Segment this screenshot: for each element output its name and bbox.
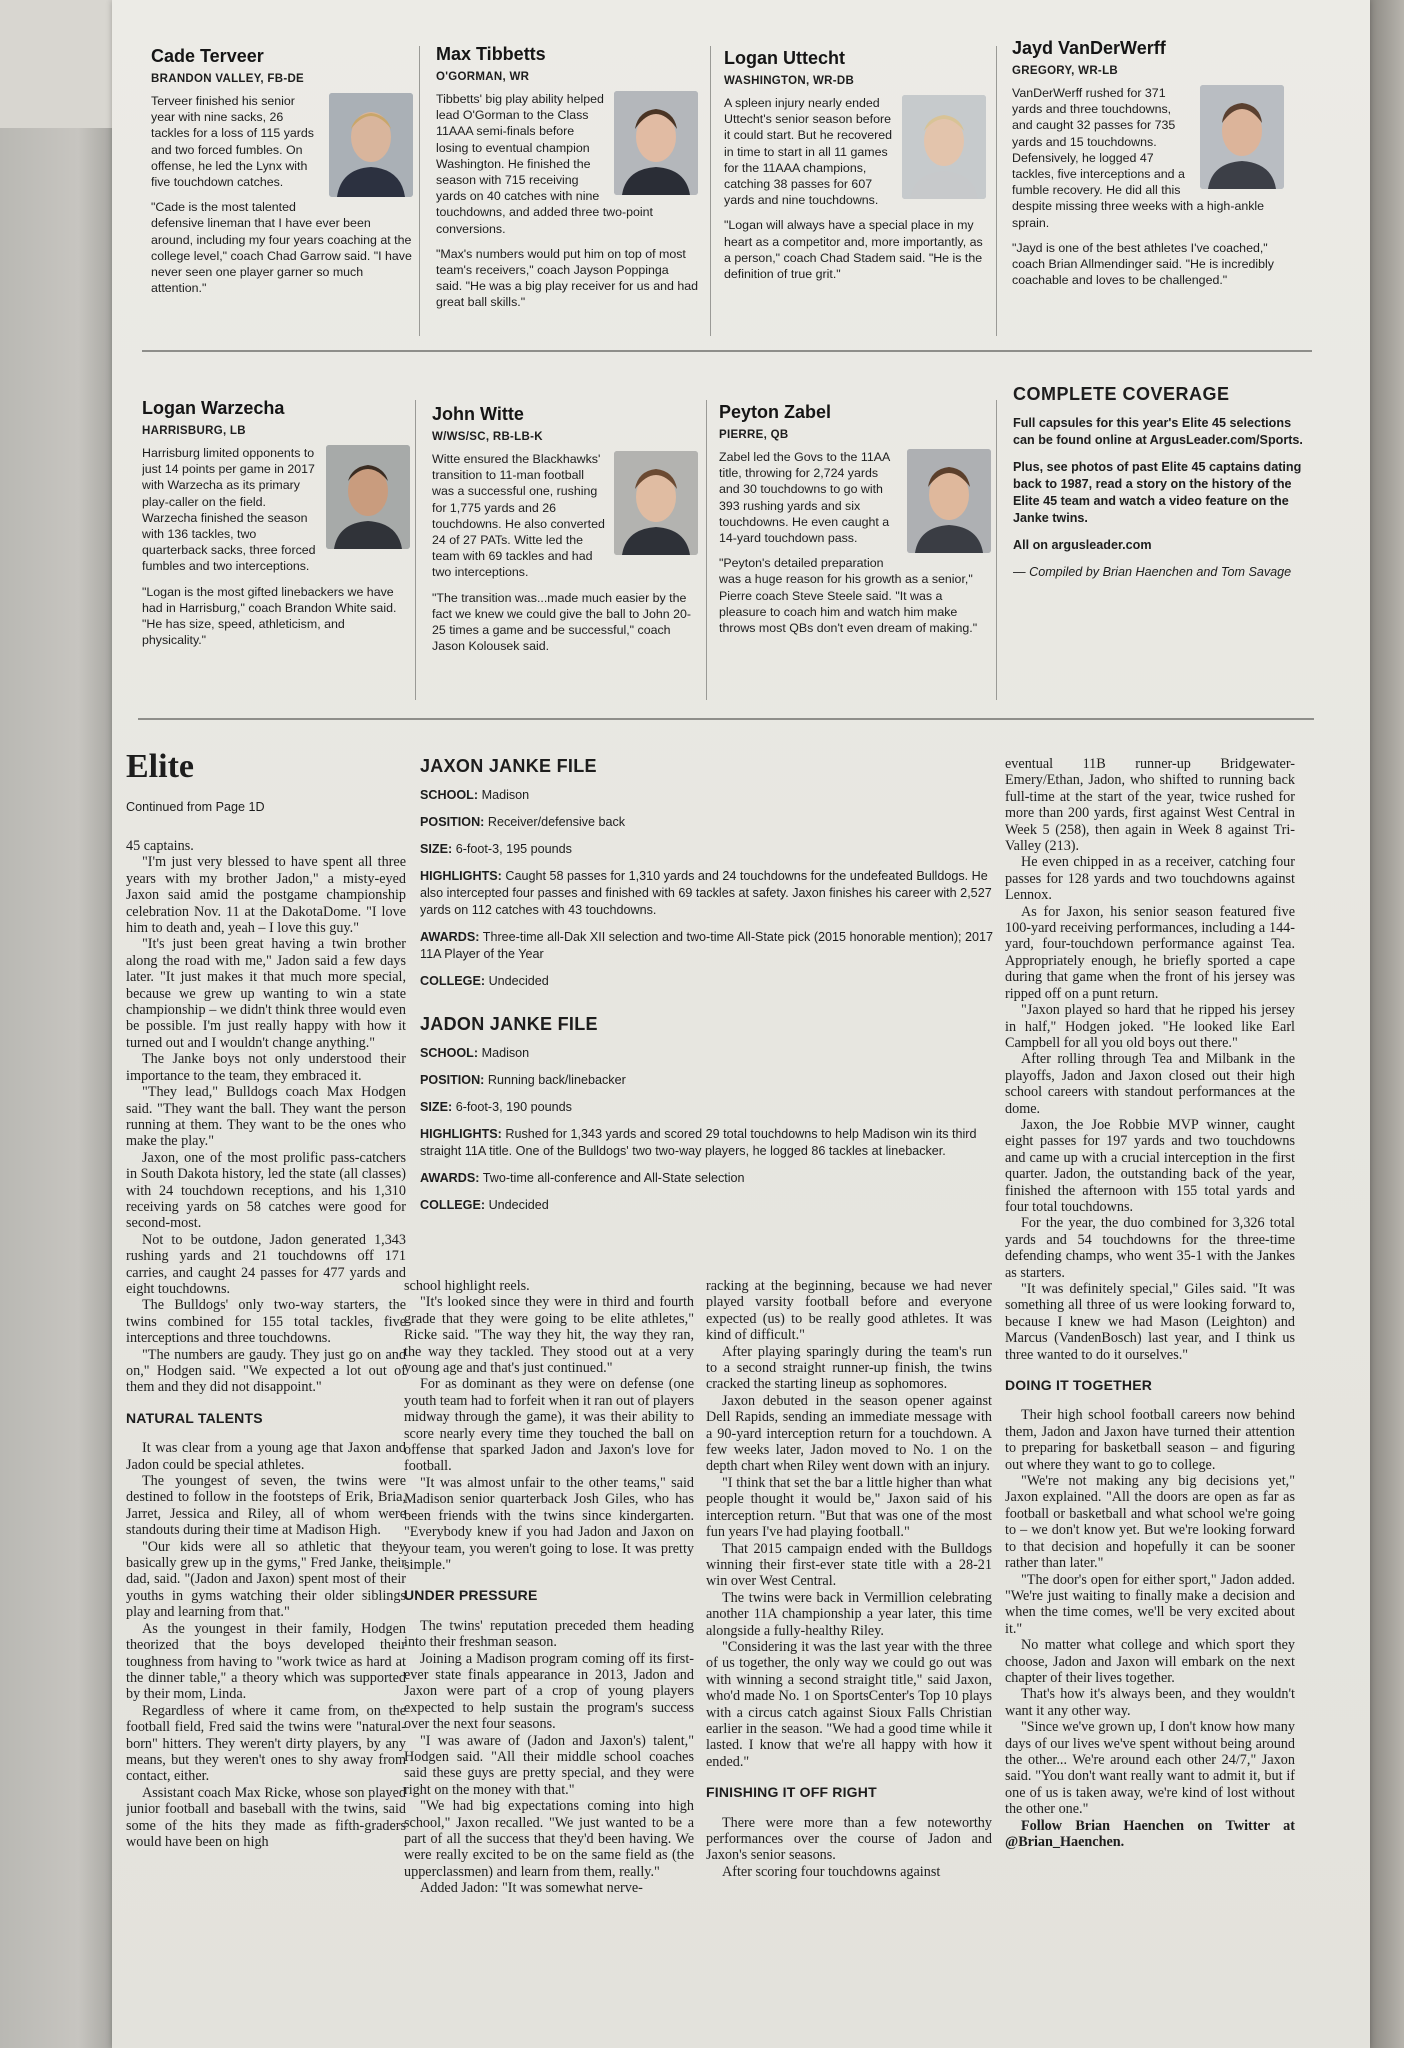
file-awards: AWARDS: Two-time all-conference and All-State selection bbox=[420, 1171, 745, 1185]
paragraph: 45 captains. bbox=[126, 838, 194, 854]
player-capsule-uttecht bbox=[724, 48, 986, 348]
paragraph: For as dominant as they were on defense (one youth team had to forfeit when it ran out of players midway through the game), it was their ability to score nearly every time they touched the ball on offense that sparked Jadon and Jaxon's love for football. bbox=[404, 1376, 694, 1475]
player-capsule-tibbetts bbox=[436, 44, 698, 344]
player-school: W/WS/SC, RB-LB-K bbox=[432, 431, 543, 443]
paragraph: "We had big expectations coming into high school," Jaxon recalled. "We just wanted to be a part of all the success that they'd been having. We were really excited to be on the same field as (the upperclassmen) and learn from them, really." bbox=[404, 1798, 694, 1880]
paragraph: Not to be outdone, Jadon generated 1,343 rushing yards and 21 touchdowns off 171 carries, and caught 24 passes for 477 yards and eight touchdowns. bbox=[126, 1231, 406, 1297]
coach-quote: "The transition was...made much easier by the fact we knew we could give the ball to John 20-25 times a game and be successful," coach Jason Kolousek said. bbox=[432, 590, 691, 654]
section-rule bbox=[142, 350, 1312, 352]
player-school: PIERRE, QB bbox=[719, 429, 789, 441]
file-highlights: HIGHLIGHTS: Rushed for 1,343 yards and scored 29 total touchdowns to help Madison win its third straight 11A title. One of the Bulldogs' two two-way players, he logged 86 tackles at linebacker. bbox=[420, 1127, 977, 1158]
player-capsule-witte bbox=[432, 404, 698, 704]
paragraph: racking at the beginning, because we had never played varsity football before and everyone expected (us) to be really good athletes. It was kind of difficult." bbox=[706, 1278, 992, 1344]
player-name: Peyton Zabel bbox=[719, 402, 832, 422]
paragraph: "Considering it was the last year with the three of us together, the only way we could go out was with winning a second straight title," said Jaxon, who'd made No. 1 on SportsCenter's Top 10 plays with a circus catch against Sioux Falls Christian earlier in the season. "We had a good time while it lasted. I know that we're all happy with how it ended." bbox=[706, 1638, 992, 1770]
paragraph: There were more than a few noteworthy performances over the course of Jadon and Jaxon's senior seasons. bbox=[706, 1814, 992, 1864]
paragraph: That 2015 campaign ended with the Bulldogs winning their first-ever state title with a 28-21 win over West Central. bbox=[706, 1540, 992, 1590]
column-divider bbox=[996, 400, 997, 700]
player-capsule-zabel bbox=[719, 402, 991, 702]
paragraph: "It was almost unfair to the other teams," said Madison senior quarterback Josh Giles, who has been friends with the twins since kindergarten. "Everybody knew if you had Jadon and Jaxon on your team, you weren't going to lose. It was pretty simple." bbox=[404, 1474, 694, 1573]
player-capsule-terveer bbox=[151, 46, 413, 346]
paragraph: After playing sparingly during the team's run to a second straight runner-up finish, the twins cracked the starting lineup as sophomores. bbox=[706, 1343, 992, 1393]
paragraph: "Our kids were all so athletic that they basically grew up in the gyms," Fred Janke, their dad, said. "(Jadon and Jaxon) spent most of their youths in gyms watching their older siblings play and learning from that." bbox=[126, 1538, 406, 1621]
paragraph: "The numbers are gaudy. They just go on and on," Hodgen said. "We expected a lot out of them and they did not disappoint." bbox=[126, 1346, 406, 1396]
story-column-4 bbox=[1005, 756, 1295, 2048]
paragraph: The twins were back in Vermillion celebrating another 11A championship a year later, this time alongside a fully-healthy Riley. bbox=[706, 1589, 992, 1639]
file-heading: JADON JANKE FILE bbox=[420, 1014, 598, 1034]
coach-quote: "Logan is the most gifted linebackers we have had in Harrisburg," coach Brandon White said. "He has size, speed, athleticism, and physicality." bbox=[142, 584, 397, 648]
complete-coverage-box bbox=[1013, 384, 1303, 644]
paragraph: Jaxon, one of the most prolific pass-catchers in South Dakota history, led the state (all classes) with 24 touchdown receptions, and his 1,310 receiving yards on 58 catches were good for second-most. bbox=[126, 1149, 406, 1232]
player-name: Jayd VanDerWerff bbox=[1012, 38, 1166, 58]
paragraph: He even chipped in as a receiver, catching four passes for 128 yards and two touchdowns against Lennox. bbox=[1005, 854, 1295, 904]
column-divider bbox=[996, 46, 997, 336]
paragraph: Their high school football careers now behind them, Jadon and Jaxon have turned their attention to preparing for basketball season – and figuring out where they want to go to college. bbox=[1005, 1407, 1295, 1473]
column-divider bbox=[706, 400, 707, 700]
column-divider bbox=[419, 46, 420, 336]
paragraph: "I was aware of (Jadon and Jaxon's) talent," Hodgen said. "All their middle school coaches said these guys are pretty special, and they were right on the money with that." bbox=[404, 1732, 694, 1798]
paragraph: "The door's open for either sport," Jadon added. "We're just waiting to finally make a decision and when the time comes, we'll be very excited about it." bbox=[1005, 1571, 1295, 1637]
file-awards: AWARDS: Three-time all-Dak XII selection and two-time All-State pick (2015 honorable mention); 2017 11A Player of the Year bbox=[420, 930, 994, 961]
paragraph: It was clear from a young age that Jaxon and Jadon could be special athletes. bbox=[126, 1440, 406, 1473]
file-position: POSITION: Running back/linebacker bbox=[420, 1073, 626, 1087]
newspaper-page bbox=[112, 0, 1370, 2048]
coach-quote: "Peyton's detailed preparation was a huge reason for his growth as a senior," Pierre coach Steve Steele said. "It was a pleasure to coach him and watch him make throws most QBs don't even dream of making." bbox=[719, 556, 978, 636]
desk-surface-left bbox=[0, 0, 112, 2048]
paragraph: school highlight reels. bbox=[404, 1278, 530, 1294]
paragraph: Added Jadon: "It was somewhat nerve- bbox=[420, 1880, 643, 1897]
player-bio: Tibbetts' big play ability helped lead O'Gorman to the Class 11AAA semi-finals before losing to eventual champion Washington. He finished the season with 715 receiving yards on 40 catches with nine touchdowns, and added three two-point conversions. bbox=[436, 92, 653, 236]
player-school: GREGORY, WR-LB bbox=[1012, 65, 1118, 77]
player-name: Logan Uttecht bbox=[724, 48, 845, 68]
paragraph: As the youngest in their family, Hodgen theorized that the boys developed their toughness from having to "work twice as hard at the dinner table," a theory which was supported by their mom, Linda. bbox=[126, 1620, 406, 1703]
player-bio: Terveer finished his senior year with nine sacks, 26 tackles for a loss of 115 yards and two forced fumbles. On offense, he led the Lynx with five touchdown catches. bbox=[151, 94, 314, 190]
player-name: Cade Terveer bbox=[151, 46, 264, 66]
story-body bbox=[1005, 756, 1295, 1850]
desk-paper-corner bbox=[0, 0, 112, 128]
coverage-title: COMPLETE COVERAGE bbox=[1013, 384, 1230, 404]
paragraph: "We're not making any big decisions yet," Jaxon explained. "All the doors are open as far as football or basketball and what school we're going to – we don't know yet. But we're looking forward to that decision and hopefully it can be sooner rather than later." bbox=[1005, 1473, 1295, 1572]
paragraph: "It was definitely special," Giles said. "It was something all three of us were looking forward to, because I knew we had Mason (Leighton) and Marcus (VandenBosch) last year, and I think us three wanted to do it ourselves." bbox=[1005, 1281, 1295, 1363]
story-column-1 bbox=[126, 748, 406, 2048]
coach-quote: "Logan will always have a special place in my heart as a competitor and, more importantly, as a person," coach Chad Stadem said. "He is the definition of true grit." bbox=[724, 218, 983, 282]
player-capsule-warzecha bbox=[142, 398, 410, 698]
coach-quote: "Jayd is one of the best athletes I've coached," coach Brian Allmendinger said. "He is incredibly coachable and loves to be challenged." bbox=[1012, 240, 1274, 288]
player-bio: A spleen injury nearly ended Uttecht's senior season before it could start. But he recovered in time to start in all 11 games for the 11AAA champions, catching 38 passes for 607 yards and nine touchdowns. bbox=[724, 96, 893, 208]
desk-surface-right bbox=[1370, 0, 1404, 2048]
paragraph: Joining a Madison program coming off its first-ever state finals appearance in 2013, Jadon and Jaxon were part of a crop of young players expected to help sustain the program's success over the next four seasons. bbox=[404, 1650, 694, 1733]
file-position: POSITION: Receiver/defensive back bbox=[420, 815, 626, 829]
story-column-3 bbox=[706, 1278, 992, 2048]
file-college: COLLEGE: Undecided bbox=[420, 1198, 549, 1212]
paragraph: The Bulldogs' only two-way starters, the twins combined for 155 total tackles, five interceptions and three touchdowns. bbox=[126, 1297, 406, 1347]
player-photo bbox=[907, 449, 991, 553]
player-school: O'GORMAN, WR bbox=[436, 71, 530, 83]
coverage-text: Plus, see photos of past Elite 45 captains dating back to 1987, read a story on the history of the Elite 45 team and watch a video feature on the Janke twins. bbox=[1013, 460, 1302, 525]
player-bio: Harrisburg limited opponents to just 14 points per game in 2017 with Warzecha as its primary play-caller on the field. Warzecha finished the season with 136 tackles, two quarterback sacks, three forced fumbles and two interceptions. bbox=[142, 446, 316, 574]
paragraph: "I think that set the bar a little higher than what people thought it would be," Jaxon said of his interception return. "But that was one of the most fun years I've had playing football." bbox=[706, 1474, 992, 1541]
paragraph: "It's just been great having a twin brother along the road with me," Jadon said a few days later. "It just makes it that much more special, because we grew up wanting to win a state championship – we didn't think three would even be possible. I'm just really happy with how it turned out and I wouldn't change anything." bbox=[126, 936, 406, 1051]
subheading: FINISHING IT OFF RIGHT bbox=[706, 1784, 877, 1801]
player-photo bbox=[1200, 85, 1284, 189]
player-bio: VanDerWerff rushed for 371 yards and three touchdowns, and caught 32 passes for 735 yards and 15 touchdowns. Defensively, he logged 47 tackles, five interceptions and a fumble recovery. He did all this despite missing three weeks with a high-ankle sprain. bbox=[1012, 86, 1265, 230]
paragraph: "Jaxon played so hard that he ripped his jersey in half," Hodgen joked. "He looked like Earl Campbell for all you old boys out there." bbox=[1005, 1002, 1295, 1051]
story-headline: Elite bbox=[126, 748, 194, 785]
paragraph: The twins' reputation preceded them heading into their freshman season. bbox=[404, 1617, 694, 1651]
player-photo bbox=[614, 91, 698, 195]
coverage-text: Full capsules for this year's Elite 45 selections can be found online at ArgusLeader.com/Sports. bbox=[1013, 416, 1303, 447]
file-college: COLLEGE: Undecided bbox=[420, 974, 549, 988]
player-bio: Witte ensured the Blackhawks' transition to 11-man football was a successful one, rushing for 1,775 yards and 26 touchdowns. He also converted 24 of 27 PATs. Witte led the team with 69 tackles and had two interceptions. bbox=[432, 452, 605, 580]
player-name: John Witte bbox=[432, 404, 524, 424]
paragraph: "I'm just very blessed to have spent all three years with my brother Jadon," a misty-eyed Jaxon said amid the postgame championship celebration Nov. 11 at the DakotaDome. "I love him to death and, yeah – I love this guy." bbox=[126, 854, 406, 937]
player-school: WASHINGTON, WR-DB bbox=[724, 75, 855, 87]
coverage-credit: — Compiled by Brian Haenchen and Tom Savage bbox=[1013, 565, 1292, 579]
column-divider bbox=[415, 400, 416, 700]
file-school: SCHOOL: Madison bbox=[420, 788, 530, 802]
paragraph: "Since we've grown up, I don't know how many days of our lives we've spent without being around the other... We're around each other 24/7," Jaxon said. "You don't want really want to admit it, but if one of us is taken away, we're kind of lost without the other one." bbox=[1005, 1719, 1295, 1818]
player-photo bbox=[329, 93, 413, 197]
player-bio: Zabel led the Govs to the 11AA title, throwing for 2,724 yards and 30 touchdowns to go with 393 rushing yards and six touchdowns. He even caught a 14-yard touchdown pass. bbox=[719, 450, 890, 546]
paragraph: That's how it's always been, and they wouldn't want it any other way. bbox=[1005, 1686, 1295, 1719]
story-column-2 bbox=[404, 1278, 694, 2048]
paragraph: No matter what college and which sport they choose, Jadon and Jaxon will embark on the next chapter of their lives together. bbox=[1005, 1637, 1295, 1686]
player-name: Logan Warzecha bbox=[142, 398, 285, 418]
paragraph: For the year, the duo combined for 3,326 total yards and 54 touchdowns for the three-time defending champs, who went 35-1 with the Jankes as starters. bbox=[1005, 1215, 1295, 1281]
file-size: SIZE: 6-foot-3, 190 pounds bbox=[420, 1100, 572, 1114]
player-capsule-vanderwerff bbox=[1012, 38, 1284, 348]
player-photo bbox=[326, 445, 410, 549]
column-divider bbox=[710, 46, 711, 336]
coverage-link: All on argusleader.com bbox=[1013, 538, 1152, 552]
coach-quote: "Cade is the most talented defensive lineman that I have ever been around, including my four years coaching at the college level," coach Chad Garrow said. "I have never seen one player garner so much attention." bbox=[151, 200, 412, 296]
file-highlights: HIGHLIGHTS: Caught 58 passes for 1,310 yards and 24 touchdowns for the undefeated Bulldogs. He also intercepted four passes and finished with 69 tackles at safety. Jaxon finishes his career with 2,527 yards on 112 catches with 43 touchdowns. bbox=[420, 869, 992, 917]
subheading: NATURAL TALENTS bbox=[126, 1409, 263, 1426]
section-rule bbox=[138, 718, 1314, 720]
twitter-credit: Follow Brian Haenchen on Twitter at @Brian_Haenchen. bbox=[1005, 1817, 1295, 1850]
paragraph: "They lead," Bulldogs coach Max Hodgen said. "They want the ball. They want the person running at them. They want to be the ones who make the play." bbox=[126, 1084, 406, 1150]
paragraph: After rolling through Tea and Milbank in the playoffs, Jadon and Jaxon closed out their high school careers with standout performances at the dome. bbox=[1005, 1051, 1295, 1117]
file-heading: JAXON JANKE FILE bbox=[420, 756, 597, 776]
player-photo bbox=[902, 95, 986, 199]
subheading: UNDER PRESSURE bbox=[404, 1587, 538, 1604]
player-school: BRANDON VALLEY, FB-DE bbox=[151, 73, 305, 85]
coach-quote: "Max's numbers would put him on top of most team's receivers," coach Jayson Poppinga said. "He was a big play receiver for us and had great ball skills." bbox=[436, 246, 698, 310]
player-photo bbox=[614, 451, 698, 555]
paragraph: The Janke boys not only understood their importance to the team, they embraced it. bbox=[126, 1051, 406, 1084]
janke-files bbox=[420, 756, 998, 1256]
player-school: HARRISBURG, LB bbox=[142, 425, 246, 437]
story-body bbox=[706, 1278, 992, 1880]
story-body bbox=[126, 838, 406, 1850]
paragraph: eventual 11B runner-up Bridgewater-Emery/Ethan, Jadon, who shifted to running back full-time at the start of the year, twice rushed for more than 200 yards, first against West Central in Week 5 (258), then again in Week 8 against Tri-Valley (213). bbox=[1005, 756, 1295, 855]
paragraph: Assistant coach Max Ricke, whose son played junior football and baseball with the twins, said some of the hits they made as fifth-graders would have been on high bbox=[126, 1784, 406, 1850]
continued-line: Continued from Page 1D bbox=[126, 800, 265, 814]
file-size: SIZE: 6-foot-3, 195 pounds bbox=[420, 842, 572, 856]
player-name: Max Tibbetts bbox=[436, 44, 546, 64]
paragraph: After scoring four touchdowns against bbox=[722, 1863, 941, 1880]
file-school: SCHOOL: Madison bbox=[420, 1046, 530, 1060]
paragraph: Regardless of where it came from, on the football field, Fred said the twins were "natural-born" hitters. They weren't dirty players, by any means, but they weren't ones to shy away from contact, either. bbox=[126, 1702, 406, 1785]
paragraph: Jaxon, the Joe Robbie MVP winner, caught eight passes for 197 yards and two touchdowns and came up with a crucial interception in the first quarter. Jadon, the outstanding back of the year, finished the afternoon with 155 total yards and four total touchdowns. bbox=[1005, 1116, 1295, 1215]
paragraph: Jaxon debuted in the season opener against Dell Rapids, sending an immediate message with a 90-yard interception return for a touchdown. A few weeks later, Jadon moved to No. 1 on the depth chart when Riley went down with an injury. bbox=[706, 1392, 992, 1475]
subheading: DOING IT TOGETHER bbox=[1005, 1377, 1153, 1394]
story-body bbox=[404, 1278, 694, 1897]
paragraph: The youngest of seven, the twins were destined to follow in the footsteps of Erik, Bria, Jarret, Jessica and Riley, all of whom were standouts during their time at Madison High. bbox=[126, 1473, 406, 1539]
paragraph: "It's looked since they were in third and fourth grade that they were going to be elite athletes," Ricke said. "The way they hit, the way they ran, the way they tackled. They stood out at a very young age and that's just continued." bbox=[404, 1294, 694, 1377]
paragraph: As for Jaxon, his senior season featured five 100-yard receiving performances, including a 144-yard, four-touchdown performance against Tea. Appropriately enough, he briefly sported a cape during that game when the front of his jersey was ripped off on a punt return. bbox=[1005, 903, 1295, 1002]
